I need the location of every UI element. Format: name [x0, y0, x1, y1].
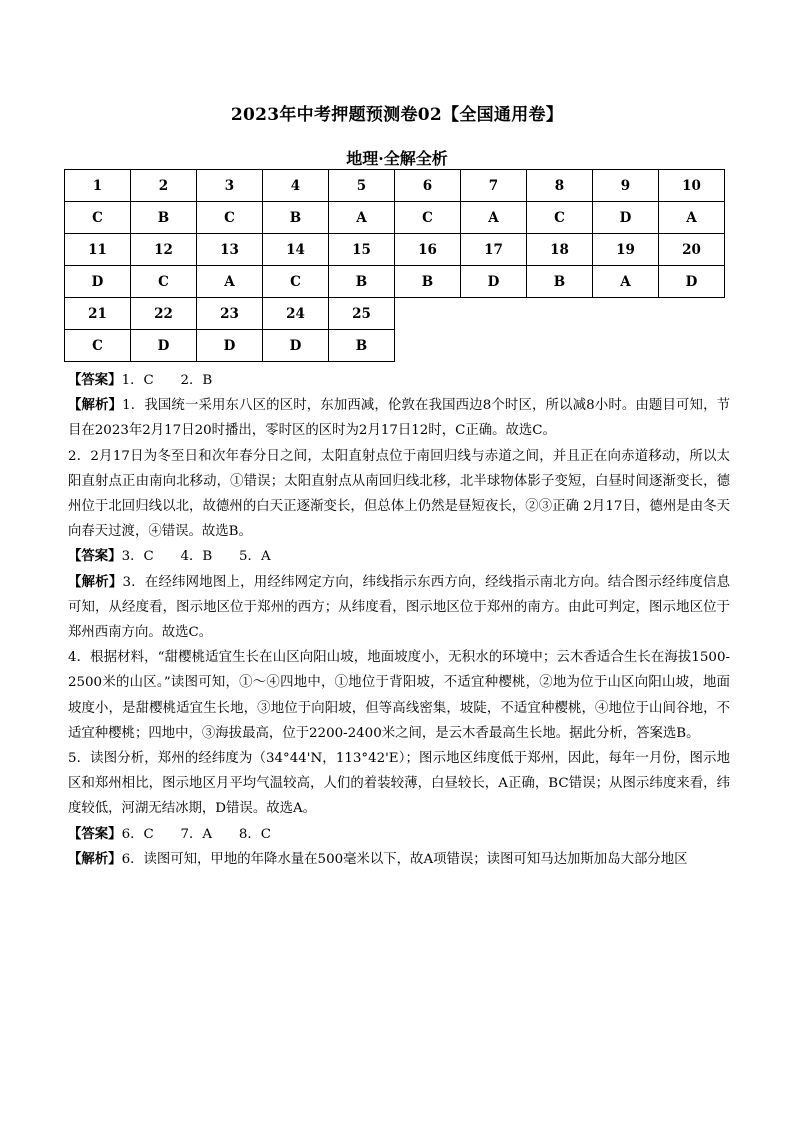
page-title: 2023年中考押题预测卷02【全国通用卷】 — [230, 105, 564, 125]
question-number-cell: 21 — [65, 298, 131, 330]
answer-cell: D — [461, 266, 527, 298]
question-number-cell: 11 — [65, 234, 131, 266]
answer-cell: C — [527, 202, 593, 234]
answer-label: 【答案】 — [68, 825, 122, 842]
answer-table-row — [65, 298, 725, 330]
question-number-cell: 24 — [263, 298, 329, 330]
question-number-cell: 17 — [461, 234, 527, 266]
answer-cell: A — [329, 202, 395, 234]
empty-cell — [527, 330, 593, 362]
answer-table-row — [65, 170, 725, 202]
question-number-cell: 16 — [395, 234, 461, 266]
answer-cell: C — [131, 266, 197, 298]
answer-cell: B — [131, 202, 197, 234]
question-number-cell: 5 — [329, 170, 395, 202]
answer-cell: B — [263, 202, 329, 234]
question-number-cell: 18 — [527, 234, 593, 266]
answer-cell: B — [329, 330, 395, 362]
paragraph-text: 4．根据材料，“甜樱桃适宜生长在山区向阳山坡，地面坡度小，无积水的环境中；云木香适合生长在海拔1500-2500米的山区。”读图可知，①～④四地中，①地位于背阳坡，不适宜种樱桃，②地为位于山区向阳山坡，地面坡度小，是甜樱桃适宜生长地，③地位于向阳坡，但等高线密集，坡陡，不适宜种樱桃，④地位于山间谷地，不适宜种樱桃；四地中，③海拔最高，位于2200-2400米之间，是云木香最高生长地。据此分析，答案选B。 — [68, 650, 730, 741]
answer-cell: A — [197, 266, 263, 298]
page-subtitle: 地理·全解全析 — [346, 149, 448, 168]
paragraph-text: 1．我国统一采用东八区的区时，东加西减，伦敦在我国西边8个时区，所以减8小时。由题目可知，节目在2023年2月17日20时播出，零时区的区时为2月17日12时，C正确。故选C。 — [68, 398, 730, 439]
paragraph-text: 6．C 7．A 8．C — [121, 826, 272, 842]
paragraph-text: 2．2月17日为冬至日和次年春分日之间，太阳直射点位于南回归线与赤道之间，并且正在向赤道移动，所以太阳直射点正由南向北移动，①错误；太阳直射点从南回归线北移，北半球物体影子变短，白昼时间逐渐变长，德州位于北回归线以北，故德州的白天正逐渐变长，但总体上仍然是昼短夜长，②③正确 2月17日，德州是由冬天向春天过渡，④错误。故选B。 — [68, 448, 730, 540]
answer-cell: C — [395, 202, 461, 234]
paragraph — [68, 393, 730, 443]
answer-cell: B — [395, 266, 461, 298]
answer-cell: C — [197, 202, 263, 234]
answer-cell: D — [263, 330, 329, 362]
question-number-cell: 15 — [329, 234, 395, 266]
question-number-cell: 19 — [593, 234, 659, 266]
answer-cell: C — [65, 330, 131, 362]
answer-table-row — [65, 330, 725, 362]
paragraph — [68, 645, 730, 746]
empty-cell — [659, 330, 725, 362]
paragraph-text: 3．C 4．B 5．A — [121, 549, 271, 565]
paragraph-text: 5．读图分析，郑州的经纬度为（34°44'N，113°42'E）；图示地区纬度低于郑州，因此，每年一月份，图示地区和郑州相比，图示地区月平均气温较高，人们的着装较薄，白昼较长，A正确，BC错误；从图示纬度来看，纬度较低，河湖无结冰期，D错误。故选A。 — [68, 751, 730, 817]
answer-cell: C — [65, 202, 131, 234]
paragraph — [68, 544, 730, 569]
paragraph-text: 1．C 2．B — [121, 373, 213, 388]
question-number-cell: 12 — [131, 234, 197, 266]
answer-cell: A — [593, 266, 659, 298]
empty-cell — [395, 298, 461, 330]
answer-cell: B — [329, 266, 395, 298]
answer-table — [64, 169, 725, 362]
analysis-label: 【解析】 — [68, 573, 123, 590]
empty-cell — [461, 330, 527, 362]
question-number-cell: 22 — [131, 298, 197, 330]
empty-cell — [593, 298, 659, 330]
answer-table-row — [65, 234, 725, 266]
answer-label: 【答案】 — [68, 372, 122, 388]
answer-cell: D — [197, 330, 263, 362]
question-number-cell: 10 — [659, 170, 725, 202]
paragraph — [68, 444, 730, 545]
question-number-cell: 9 — [593, 170, 659, 202]
paragraph — [68, 570, 730, 646]
question-number-cell: 1 — [65, 170, 131, 202]
empty-cell — [659, 298, 725, 330]
question-number-cell: 13 — [197, 234, 263, 266]
question-number-cell: 8 — [527, 170, 593, 202]
answer-cell: D — [659, 266, 725, 298]
answer-table-row — [65, 202, 725, 234]
answer-cell: A — [659, 202, 725, 234]
explanation-body — [68, 368, 730, 872]
empty-cell — [461, 298, 527, 330]
question-number-cell: 23 — [197, 298, 263, 330]
empty-cell — [527, 298, 593, 330]
answer-cell: C — [263, 266, 329, 298]
answer-cell: A — [461, 202, 527, 234]
analysis-label: 【解析】 — [68, 397, 123, 414]
answer-table-row — [65, 266, 725, 298]
question-number-cell: 3 — [197, 170, 263, 202]
analysis-label: 【解析】 — [68, 850, 122, 867]
question-number-cell: 2 — [131, 170, 197, 202]
answer-cell: B — [527, 266, 593, 298]
answer-label: 【答案】 — [68, 548, 122, 565]
answer-cell: D — [593, 202, 659, 234]
paragraph-text: 6．读图可知，甲地的年降水量在500毫米以下，故A项错误；读图可知马达加斯加岛大部分地区 — [121, 851, 688, 867]
question-number-cell: 6 — [395, 170, 461, 202]
question-number-cell: 25 — [329, 298, 395, 330]
empty-cell — [395, 330, 461, 362]
answer-cell: D — [131, 330, 197, 362]
empty-cell — [593, 330, 659, 362]
question-number-cell: 20 — [659, 234, 725, 266]
paragraph — [68, 822, 730, 847]
paragraph — [68, 746, 730, 822]
answer-cell: D — [65, 266, 131, 298]
question-number-cell: 7 — [461, 170, 527, 202]
paragraph-text: 3．在经纬网地图上，用经纬网定方向，纬线指示东西方向，经线指示南北方向。结合图示经纬度信息可知，从经度看，图示地区位于郑州的西方；从纬度看，图示地区位于郑州的南方。由此可判定，图示地区位于郑州西南方向。故选C。 — [68, 574, 730, 641]
paragraph — [68, 368, 730, 393]
question-number-cell: 14 — [263, 234, 329, 266]
paragraph — [68, 847, 730, 872]
question-number-cell: 4 — [263, 170, 329, 202]
